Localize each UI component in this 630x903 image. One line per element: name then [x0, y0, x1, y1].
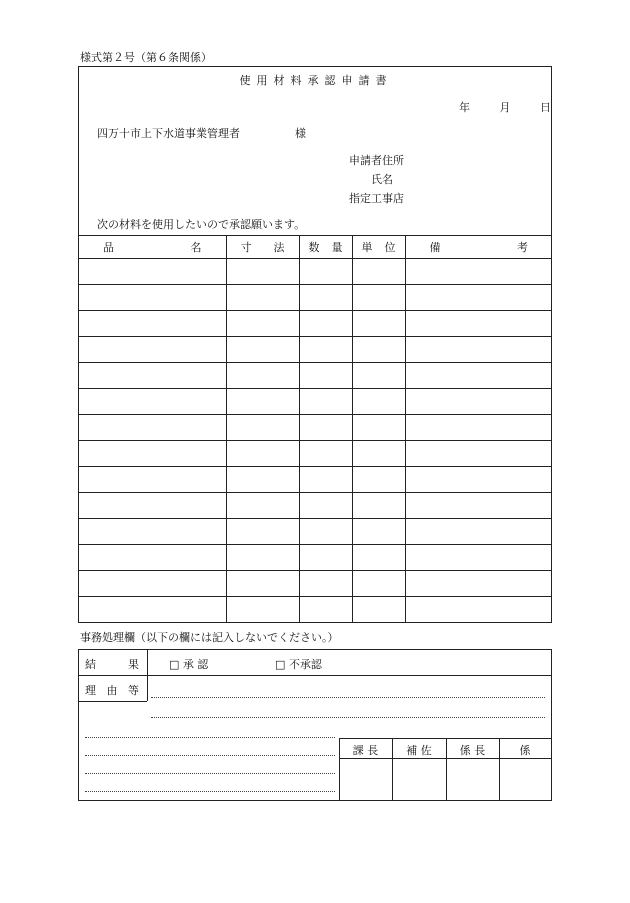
table-cell[interactable] — [352, 467, 405, 493]
materials-table — [79, 235, 552, 622]
table-cell[interactable] — [299, 519, 352, 545]
table-cell[interactable] — [405, 285, 552, 311]
table-cell[interactable] — [352, 285, 405, 311]
table-cell[interactable] — [226, 441, 299, 467]
table-row — [79, 285, 552, 311]
table-row — [79, 493, 552, 519]
day-label: 日 — [540, 101, 551, 114]
table-cell[interactable] — [352, 363, 405, 389]
table-cell[interactable] — [352, 259, 405, 285]
honorific: 様 — [295, 127, 306, 140]
table-cell[interactable] — [79, 389, 226, 415]
table-row — [79, 467, 552, 493]
table-cell[interactable] — [405, 519, 552, 545]
table-row — [79, 259, 552, 285]
table-cell[interactable] — [79, 259, 226, 285]
year-label: 年 — [459, 101, 470, 114]
form-title: 使用材料承認申請書 — [239, 74, 393, 87]
table-cell[interactable] — [405, 493, 552, 519]
table-cell[interactable] — [352, 597, 405, 623]
table-cell[interactable] — [226, 285, 299, 311]
table-cell[interactable] — [299, 259, 352, 285]
table-cell[interactable] — [405, 337, 552, 363]
header-dimension: 寸 法 — [226, 236, 299, 259]
table-cell[interactable] — [405, 467, 552, 493]
table-row — [79, 337, 552, 363]
table-cell[interactable] — [405, 415, 552, 441]
approver-staff: 係 — [519, 744, 531, 757]
table-cell[interactable] — [79, 285, 226, 311]
table-row — [79, 571, 552, 597]
table-cell[interactable] — [299, 441, 352, 467]
table-cell[interactable] — [352, 311, 405, 337]
table-cell[interactable] — [299, 467, 352, 493]
table-cell[interactable] — [405, 259, 552, 285]
addressee: 四万十市上下水道事業管理者 — [97, 127, 240, 140]
table-cell[interactable] — [352, 389, 405, 415]
table-row — [79, 389, 552, 415]
table-cell[interactable] — [405, 571, 552, 597]
application-form — [78, 66, 552, 623]
table-cell[interactable] — [226, 389, 299, 415]
table-row — [79, 519, 552, 545]
header-quantity: 数 量 — [299, 236, 352, 259]
table-cell[interactable] — [405, 311, 552, 337]
table-cell[interactable] — [405, 597, 552, 623]
table-row — [79, 545, 552, 571]
reject-checkbox[interactable]: □ 不承認 — [275, 658, 322, 671]
table-cell[interactable] — [299, 545, 352, 571]
table-cell[interactable] — [405, 389, 552, 415]
table-cell[interactable] — [79, 519, 226, 545]
table-cell[interactable] — [405, 441, 552, 467]
header-unit: 単 位 — [352, 236, 405, 259]
table-cell[interactable] — [226, 415, 299, 441]
table-cell[interactable] — [352, 337, 405, 363]
form-number: 様式第２号（第６条関係） — [80, 51, 212, 64]
table-cell[interactable] — [226, 571, 299, 597]
approver-subsection-chief: 係 長 — [459, 744, 486, 757]
applicant-address-label: 申請者住所 — [349, 154, 404, 167]
table-cell[interactable] — [79, 415, 226, 441]
table-cell[interactable] — [79, 597, 226, 623]
table-cell[interactable] — [79, 571, 226, 597]
header-remarks: 備 考 — [405, 236, 552, 259]
table-cell[interactable] — [299, 597, 352, 623]
table-cell[interactable] — [299, 571, 352, 597]
table-cell[interactable] — [352, 519, 405, 545]
table-cell[interactable] — [299, 337, 352, 363]
table-row — [79, 415, 552, 441]
table-cell[interactable] — [352, 441, 405, 467]
table-cell[interactable] — [299, 311, 352, 337]
table-cell[interactable] — [405, 545, 552, 571]
table-cell[interactable] — [352, 545, 405, 571]
table-cell[interactable] — [299, 493, 352, 519]
reason-label: 理 由 等 — [85, 684, 139, 697]
table-cell[interactable] — [299, 389, 352, 415]
table-cell[interactable] — [79, 441, 226, 467]
table-cell[interactable] — [226, 545, 299, 571]
table-cell[interactable] — [299, 415, 352, 441]
table-cell[interactable] — [79, 311, 226, 337]
table-cell[interactable] — [79, 545, 226, 571]
approve-checkbox[interactable]: □ 承 認 — [169, 658, 209, 671]
table-cell[interactable] — [79, 363, 226, 389]
table-row — [79, 441, 552, 467]
table-cell[interactable] — [226, 259, 299, 285]
date-line — [459, 99, 551, 115]
approver-assistant: 補 佐 — [406, 744, 432, 757]
applicant-name-label: 氏名 — [371, 173, 393, 186]
table-cell[interactable] — [226, 519, 299, 545]
result-label: 結 果 — [85, 658, 139, 671]
table-cell[interactable] — [352, 493, 405, 519]
table-cell[interactable] — [226, 597, 299, 623]
table-row — [79, 311, 552, 337]
table-header-row — [79, 236, 552, 259]
table-cell[interactable] — [352, 571, 405, 597]
approver-section-chief: 課 長 — [352, 744, 379, 757]
table-row — [79, 597, 552, 623]
contractor-label: 指定工事店 — [349, 192, 404, 205]
intro-text: 次の材料を使用したいので承認願います。 — [97, 218, 306, 231]
table-cell[interactable] — [299, 285, 352, 311]
office-use-box — [78, 649, 552, 801]
table-cell[interactable] — [299, 363, 352, 389]
table-cell[interactable] — [226, 337, 299, 363]
office-section-label: 事務処理欄（以下の欄には記入しないでください。） — [80, 631, 339, 644]
table-cell[interactable] — [79, 337, 226, 363]
table-row — [79, 363, 552, 389]
table-cell[interactable] — [226, 493, 299, 519]
table-cell[interactable] — [79, 467, 226, 493]
header-item: 品 名 — [79, 236, 226, 259]
table-cell[interactable] — [79, 493, 226, 519]
table-cell[interactable] — [226, 467, 299, 493]
month-label: 月 — [499, 101, 511, 114]
table-cell[interactable] — [405, 363, 552, 389]
table-cell[interactable] — [226, 311, 299, 337]
table-cell[interactable] — [226, 363, 299, 389]
table-cell[interactable] — [352, 415, 405, 441]
